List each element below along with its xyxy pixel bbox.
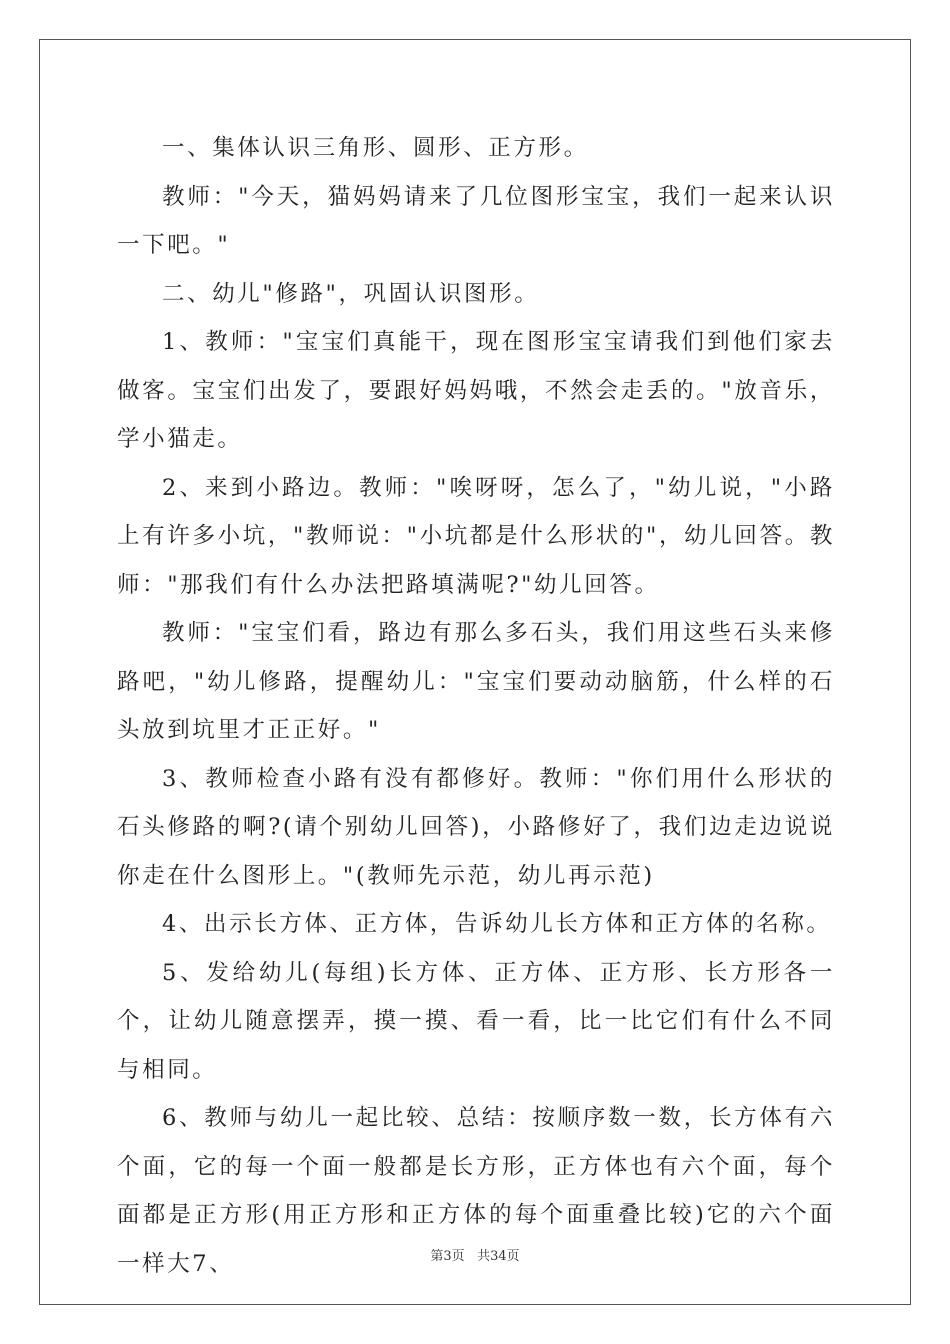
paragraph-10: 6、教师与幼儿一起比较、总结：按顺序数一数，长方体有六个面，它的每一个面一般都是长方形，正方体也有六个面，每个面都是正方形(用正方形和正方体的每个面重叠比较)它的六个面一样大7、 (117, 1105, 835, 1277)
paragraph-9: 5、发给幼儿(每组)长方体、正方体、正方形、长方形各一个，让幼儿随意摆弄，摸一摸、看一看，比一比它们有什么不同与相同。 (117, 959, 835, 1083)
paragraph-2: 教师："今天，猫妈妈请来了几位图形宝宝，我们一起来认识一下吧。" (117, 183, 835, 258)
page-total: 共34页 (477, 1249, 520, 1264)
paragraph-1: 一、集体认识三角形、圆形、正方形。 (162, 135, 589, 161)
page-number: 第3页 (430, 1249, 465, 1264)
paragraph-8: 4、出示长方体、正方体，告诉幼儿长方体和正方体的名称。 (162, 911, 832, 937)
paragraph-7: 3、教师检查小路有没有都修好。教师："你们用什么形状的石头修路的啊?(请个别幼儿回答)，小路修好了，我们边走边说说你走在什么图形上。"(教师先示范，幼儿再示范) (117, 765, 835, 889)
paragraph-3: 二、幼儿"修路"，巩固认识图形。 (162, 280, 540, 307)
paragraph-4: 1、教师："宝宝们真能干，现在图形宝宝请我们到他们家去做客。宝宝们出发了，要跟好妈妈哦，不然会走丢的。"放音乐，学小猫走。 (117, 329, 835, 452)
paragraph-6: 教师："宝宝们看，路边有那么多石头，我们用这些石头来修路吧，"幼儿修路，提醒幼儿："宝宝们要动动脑筋，什么样的石头放到坑里才正正好。" (117, 620, 835, 743)
paragraph-5: 2、来到小路边。教师："唉呀呀，怎么了，"幼儿说，"小路上有许多小坑，"教师说："小坑都是什么形状的"，幼儿回答。教师："那我们有什么办法把路填满呢?"幼儿回答。 (117, 474, 835, 598)
document-body (117, 124, 835, 1288)
page-footer (0, 1245, 950, 1264)
